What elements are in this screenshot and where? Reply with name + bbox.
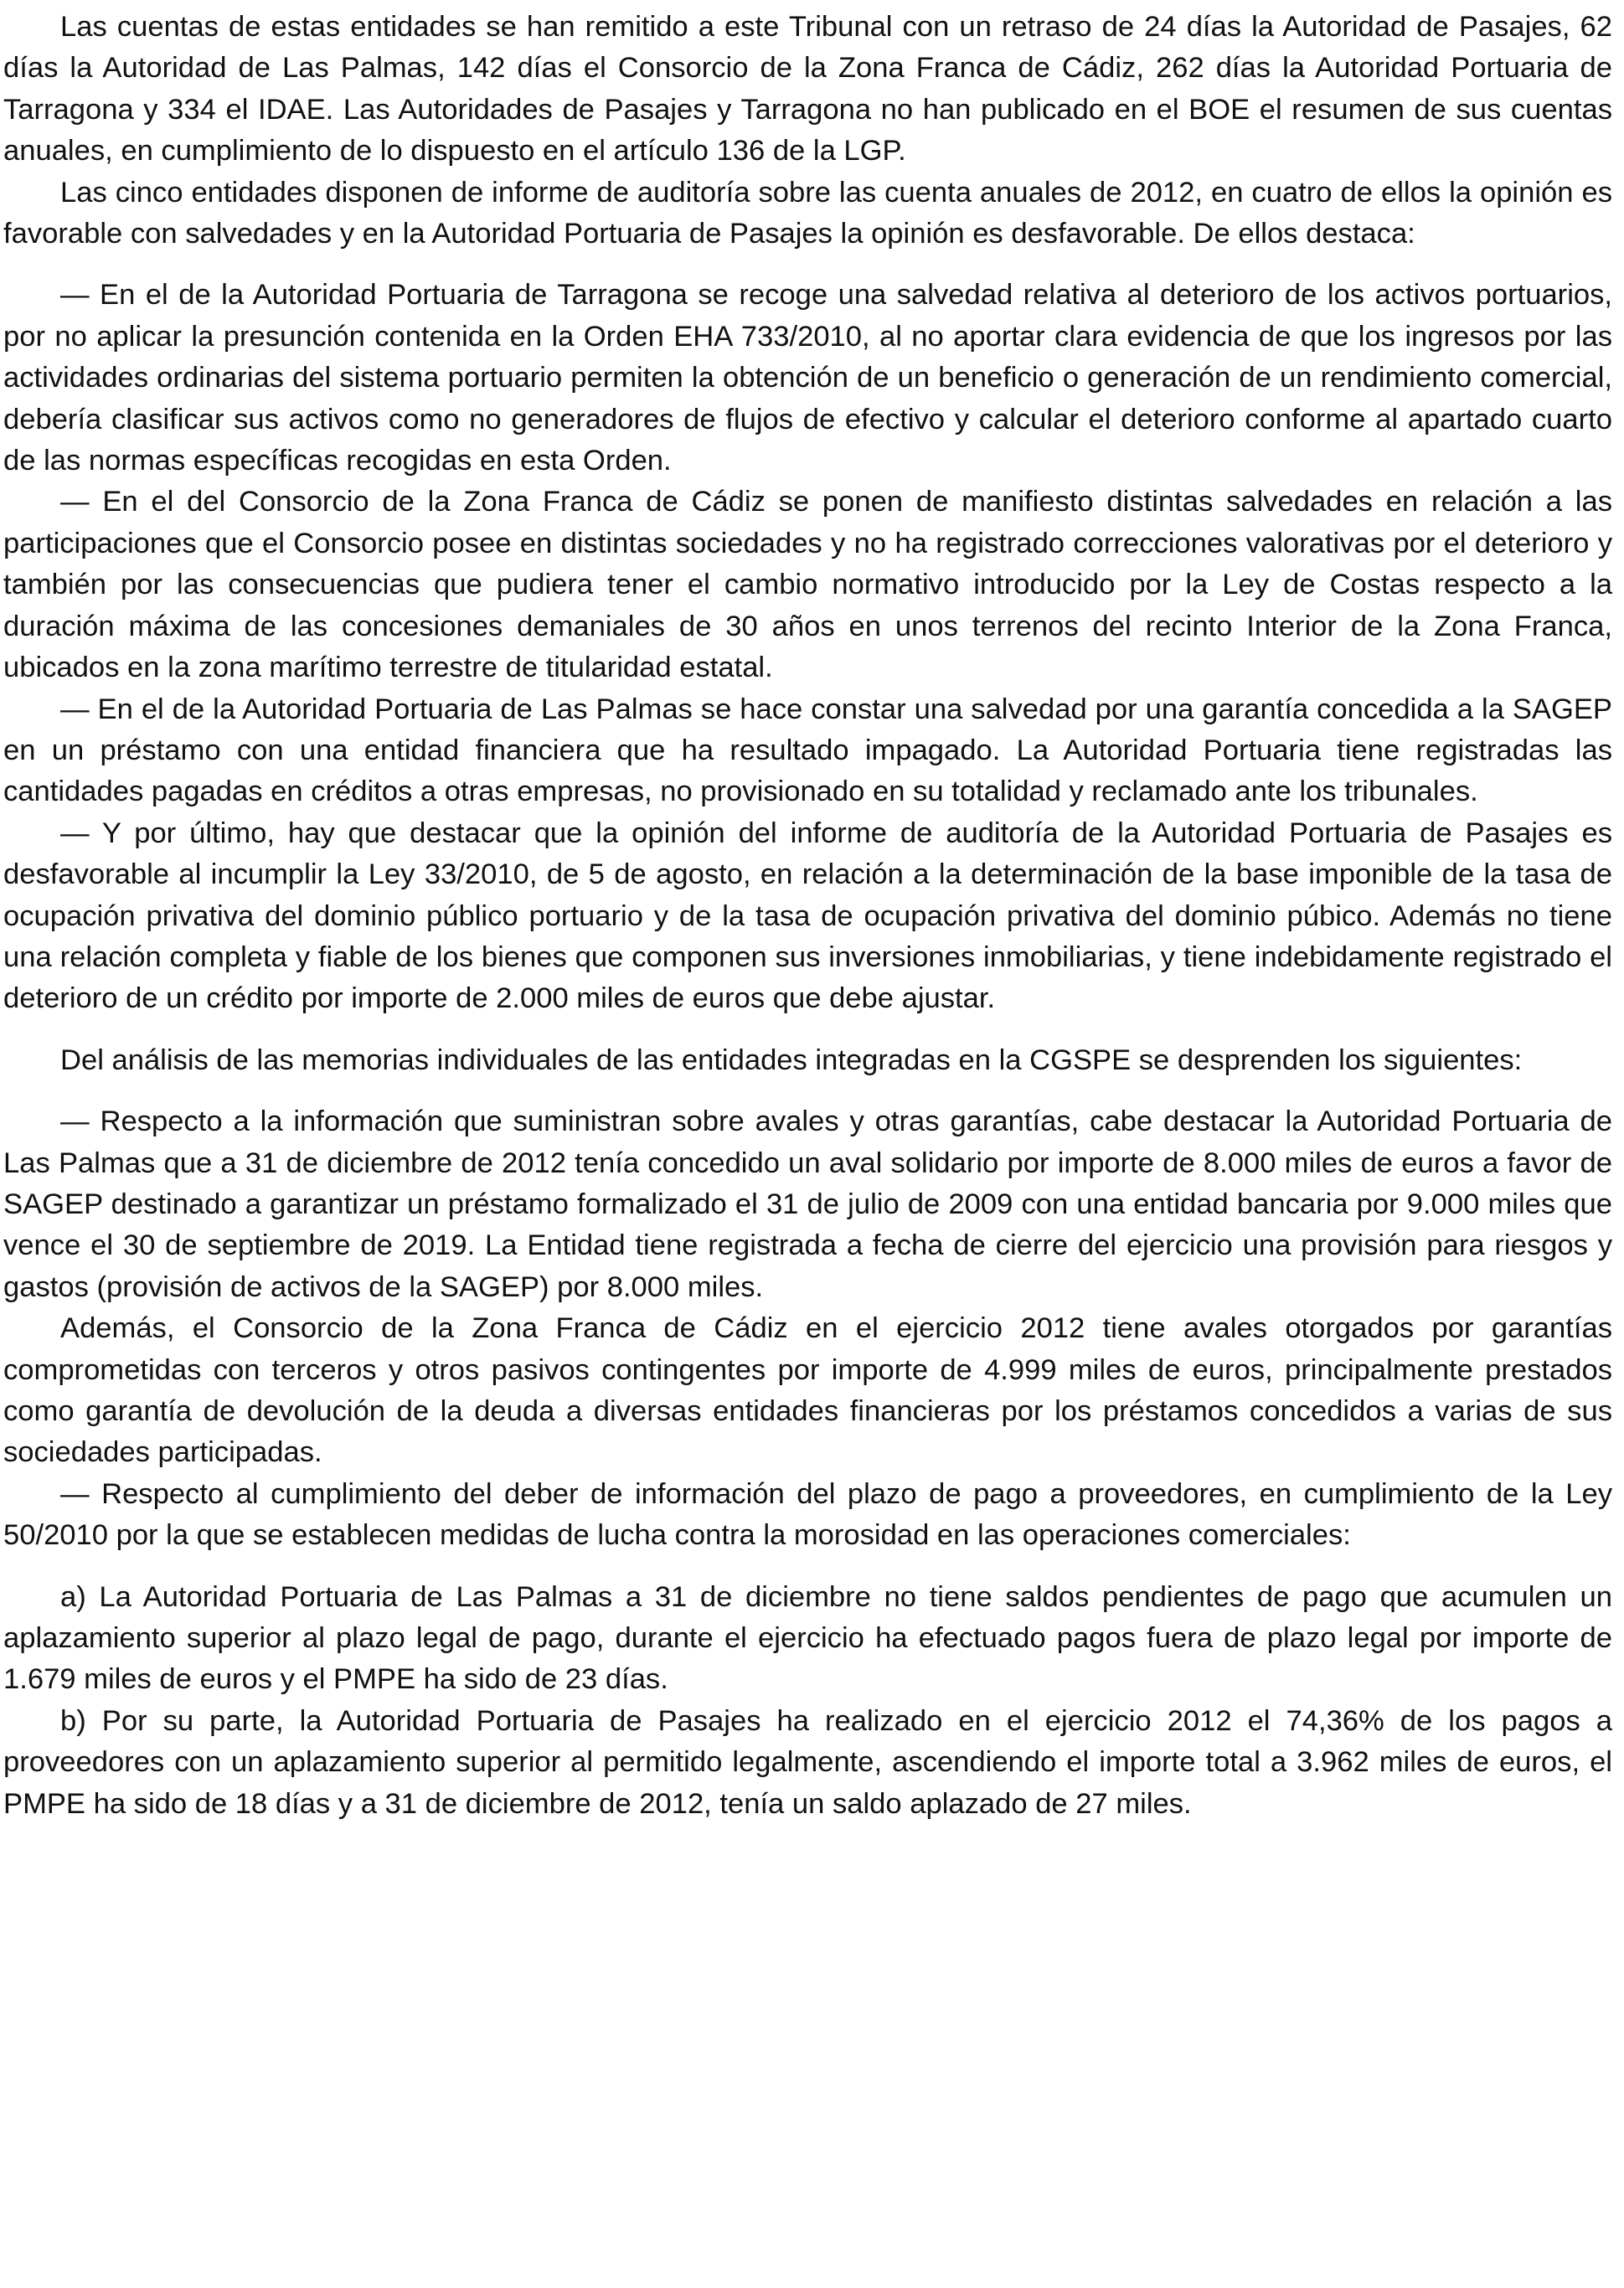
- list-item-tarragona: — En el de la Autoridad Portuaria de Tarragona se recoge una salvedad relativa al deterioro de los activos portuarios, por no aplicar la presunción contenida en la Orden EHA 733/2010, al no aportar clara evidencia de que los ingresos por las actividades ordinarias del sistema portuario permiten la obtención de un beneficio o generación de un rendimiento comercial, debería clasificar sus activos como no generadores de flujos de efectivo y calcular el deterioro conforme al apartado cuarto de las normas específicas recogidas en esta Orden.: [3, 279, 1612, 477]
- list-item-pasajes: — Y por último, hay que destacar que la opinión del informe de auditoría de la Autoridad Portuaria de Pasajes es desfavorable al incumplir la Ley 33/2010, de 5 de agosto, en relación a la determinación de la base imponible de la tasa de ocupación privativa del dominio público portuario y de la tasa de ocupación privativa del dominio púbico. Además no tiene una relación completa y fiable de los bienes que componen sus inversiones inmobiliarias, y tiene indebidamente registrado el deterioro de un crédito por importe de 2.000 miles de euros que debe ajustar.: [3, 817, 1612, 1015]
- list-item-las-palmas: — En el de la Autoridad Portuaria de Las Palmas se hace constar una salvedad por una garantía concedida a la SAGEP en un préstamo con una entidad financiera que ha resultado impagado. La Autoridad Portuaria tiene registradas las cantidades pagadas en créditos a otras empresas, no provisionado en su totalidad y reclamado ante los tribunales.: [3, 693, 1612, 808]
- list-item-cadiz: — En el del Consorcio de la Zona Franca de Cádiz se ponen de manifiesto distintas salvedades en relación a las participaciones que el Consorcio posee en distintas sociedades y no ha registrado correcciones valorativas por el deterioro y también por las consecuencias que pudiera tener el cambio normativo introducido por la Ley de Costas respecto a la duración máxima de las concesiones demaniales de 30 años en unos terrenos del recinto Interior de la Zona Franca, ubicados en la zona marítimo terrestre de titularidad estatal.: [3, 486, 1612, 684]
- paragraph-audit-reports: Las cinco entidades disponen de informe de auditoría sobre las cuenta anuales de 2012, en cuatro de ellos la opinión es favorable con salvedades y en la Autoridad Portuaria de Pasajes la opinión es desfavorable. De ellos destaca:: [3, 176, 1612, 250]
- paragraph-memorias-analysis: Del análisis de las memorias individuales de las entidades integradas en la CGSPE se desprenden los siguientes:: [60, 1044, 1523, 1076]
- paragraph-cadiz-avales: Además, el Consorcio de la Zona Franca de Cádiz en el ejercicio 2012 tiene avales otorgados por garantías comprometidas con terceros y otros pasivos contingentes por importe de 4.999 miles de euros, principalmente prestados como garantía de devolución de la deuda a diversas entidades financieras por los préstamos concedidos a varias de sus sociedades participadas.: [3, 1312, 1612, 1469]
- sub-item-b: b) Por su parte, la Autoridad Portuaria de Pasajes ha realizado en el ejercicio 2012 el 74,36% de los pagos a proveedores con un aplazamiento superior al permitido legalmente, ascendiendo el importe total a 3.962 miles de euros, el PMPE ha sido de 18 días y a 31 de diciembre de 2012, tenía un saldo aplazado de 27 miles.: [3, 1704, 1612, 1820]
- list-item-avales: — Respecto a la información que suministran sobre avales y otras garantías, cabe destacar la Autoridad Portuaria de Las Palmas que a 31 de diciembre de 2012 tenía concedido un aval solidario por importe de 8.000 miles de euros a favor de SAGEP destinado a garantizar un préstamo formalizado el 31 de julio de 2009 con una entidad bancaria por 9.000 miles que vence el 30 de septiembre de 2019. La Entidad tiene registrada a fecha de cierre del ejercicio una provisión para riesgos y gastos (provisión de activos de la SAGEP) por 8.000 miles.: [3, 1105, 1612, 1303]
- sub-item-a: a) La Autoridad Portuaria de Las Palmas a 31 de diciembre no tiene saldos pendientes de pago que acumulen un aplazamiento superior al plazo legal de pago, durante el ejercicio ha efectuado pagos fuera de plazo legal por importe de 1.679 miles de euros y el PMPE ha sido de 23 días.: [3, 1580, 1612, 1696]
- list-item-plazo-pago: — Respecto al cumplimiento del deber de información del plazo de pago a proveedores, en cumplimiento de la Ley 50/2010 por la que se establecen medidas de lucha contra la morosidad en las operaciones comerciales:: [3, 1477, 1612, 1552]
- paragraph-account-delays: Las cuentas de estas entidades se han remitido a este Tribunal con un retraso de 24 días la Autoridad de Pasajes, 62 días la Autoridad de Las Palmas, 142 días el Consorcio de la Zona Franca de Cádiz, 262 días la Autoridad Portuaria de Tarragona y 334 el IDAE. Las Autoridades de Pasajes y Tarragona no han publicado en el BOE el resumen de sus cuentas anuales, en cumplimiento de lo dispuesto en el artículo 136 de la LGP.: [3, 11, 1612, 167]
